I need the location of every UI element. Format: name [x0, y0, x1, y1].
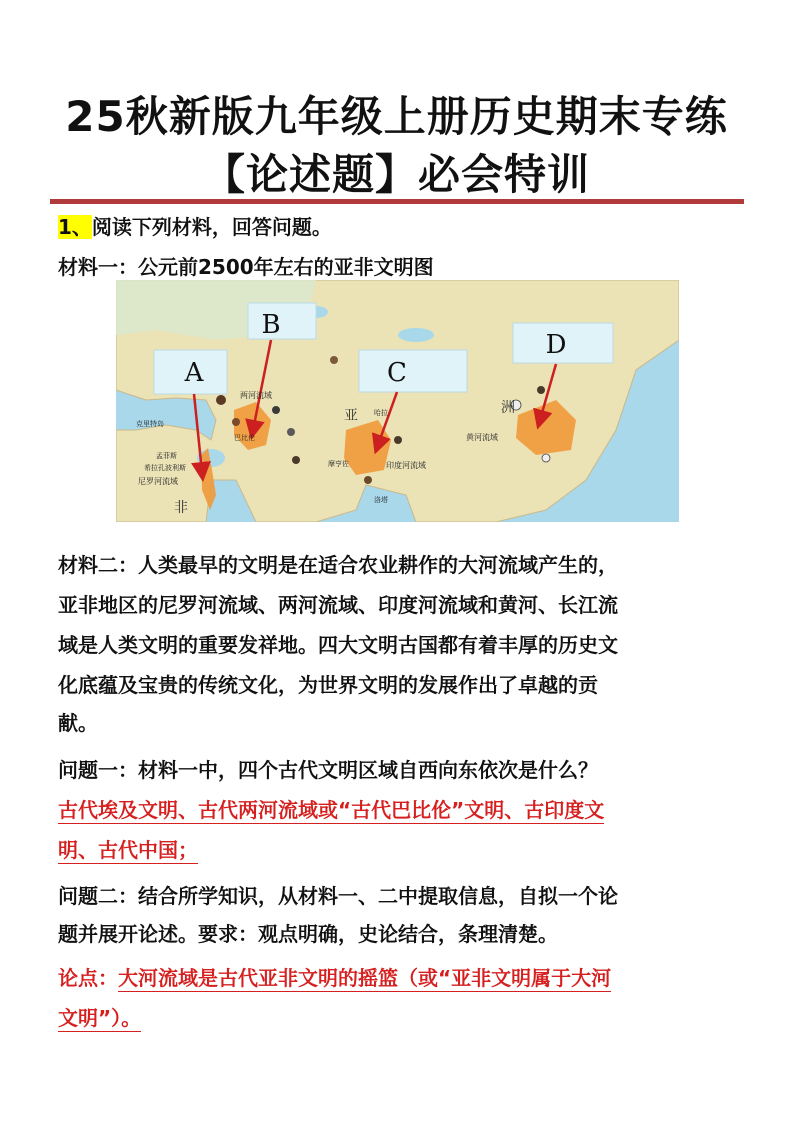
continent-africa: 非 [174, 500, 188, 516]
place-hierakonpolis: 希拉孔波利斯 [144, 464, 186, 472]
label-box-b [248, 303, 316, 339]
material2-line: 材料二：人类最早的文明是在适合农业耕作的大河流域产生的， [58, 553, 618, 577]
answer-2-line [58, 1002, 748, 1035]
label-box-c [359, 350, 467, 392]
question-heading [58, 211, 748, 244]
answer-1-text: 古代埃及文明、古代两河流域或“古代巴比伦”文明、古印度文 [58, 798, 605, 822]
place-mohenjo: 摩亨佐 [328, 460, 349, 468]
place-harappa: 哈拉 [374, 409, 388, 417]
answer-2-label: 论点： [58, 966, 118, 990]
place-lothal: 洛塔 [374, 496, 388, 504]
material1-caption: 材料一：公元前2500年左右的亚非文明图 [58, 255, 434, 279]
place-crete: 克里特岛 [136, 420, 164, 428]
answer-2-line [58, 962, 748, 995]
question-2-line: 问题二：结合所学知识，从材料一、二中提取信息，自拟一个论 [58, 884, 618, 908]
answer-2-text: 大河流域是古代亚非文明的摇篮（或“亚非文明属于大河 [118, 966, 612, 990]
label-a: A [184, 358, 204, 388]
answer-1-line [58, 834, 748, 867]
title-line-2: 【论述题】必会特训 [202, 150, 590, 199]
material2-line: 域是人类文明的重要发祥地。四大文明古国都有着丰厚的历史文 [58, 633, 618, 657]
place-indus: 印度河流域 [386, 461, 426, 470]
material2-line: 化底蕴及宝贵的传统文化，为世界文明的发展作出了卓越的贡 [58, 673, 598, 697]
material2-line: 亚非地区的尼罗河流域、两河流域、印度河流域和黄河、长江流 [58, 593, 618, 617]
place-yellow-river: 黄河流域 [466, 433, 498, 442]
place-nile: 尼罗河流域 [138, 477, 178, 486]
question-2-line: 题并展开论述。要求：观点明确，史论结合，条理清楚。 [58, 922, 558, 946]
label-c: C [387, 358, 407, 388]
place-memphis: 孟菲斯 [156, 452, 177, 460]
label-b: B [261, 310, 281, 340]
question-number: 1、 [58, 215, 92, 239]
answer-2-text: 文明”）。 [58, 1006, 142, 1030]
answer-1-line [58, 794, 748, 827]
title-divider [50, 199, 744, 204]
title-line-1: 25秋新版九年级上册历史期末专练 [65, 92, 728, 141]
material2-line: 献。 [58, 711, 98, 735]
place-babylon: 巴比伦 [234, 434, 255, 442]
label-d: D [545, 330, 567, 360]
question-1: 问题一：材料一中，四个古代文明区域自西向东依次是什么？ [58, 758, 598, 782]
lake [398, 328, 434, 342]
question-prompt: 阅读下列材料，回答问题。 [91, 215, 332, 239]
continent-asia: 亚 [344, 408, 358, 424]
answer-1-text: 明、古代中国； [58, 838, 198, 862]
continent-zhou: 洲 [501, 400, 515, 416]
civilization-map [116, 280, 679, 522]
place-lianghe: 两河流域 [240, 391, 272, 400]
